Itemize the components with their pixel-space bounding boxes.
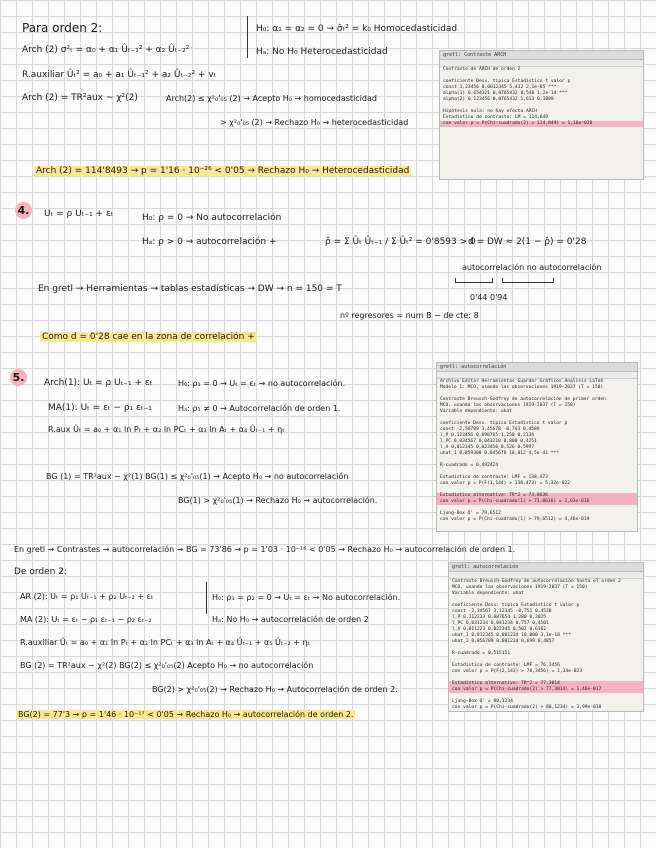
arch-regla-acepto: Arch(2) ≤ χ²₀'₀₅ (2) → Acepto H₀ → homocedasticidad [166,94,377,103]
s5-bg-rechazo: BG(1) > χ²₀'₀₅(1) → Rechazo H₀ → autocorrelación. [178,496,378,505]
s4-zona-label: autocorrelación no autocorrelación [462,263,602,272]
s5-raux2: R.auxiliar Ûₜ = a₀ + α₁ ln Pₜ + α₂ ln PCₜ + α₃ ln Aₜ + α₄ Ûₜ₋₁ + α₅ Ûₜ₋₂ + ηₜ [20,638,310,647]
output-line: const 1,23456 0,0012345 5,432 2,1e-05 *** [443,85,557,90]
s5-gretl-line: En gretl → Contrastes → autocorrelación → BG = 73'86 → p = 1'03 · 10⁻¹⁶ < 0'05 → Rechazo H₀ → autocorrelación de orden 1. [14,545,516,554]
s4-n-regresores: nº regresores = num B − de cte: 8 [340,311,479,320]
output-line: Variable dependiente: uhat [440,409,512,414]
s5-ma1: MA(1): Uₜ = εₜ − ρ₁ εₜ₋₁ [48,403,152,413]
s5-h0-1: H₀: ρ₁ = 0 → Uₜ = εₜ → no autocorrelación. [178,379,346,388]
output-line: Contraste Breusch-Godfrey de autocorrelación de primer orden [440,397,606,402]
output-line: Variable dependiente: uhat [452,591,524,596]
output-line: con valor p = P(F(1,144) > 138,473) = 5,32e-022 [440,481,570,486]
s5-raux: R.aux Ûₜ = a₀ + α₁ ln Pₜ + α₂ ln PCₜ + α₃ ln Aₜ + α₄ Ûₜ₋₁ + ηₜ [48,425,285,434]
output-line: l_PC 0,034567 0,043210 0,800 0,4251 [440,439,537,444]
s5-ha-1: Hₐ: ρ₁ ≠ 0 → Autocorrelación de orden 1. [178,404,341,413]
output-line: Hipótesis nula: no hay efecto ARCH [443,109,538,114]
output-line: Estadístico alternativo: TR^2 = 73,8636 [437,493,637,499]
section-number-4: 4. [15,202,32,219]
s4-conclusion: Como d = 0'28 cae en la zona de correlación + [42,332,255,342]
output-line: alpha(1) 0,654321 0,0765432 8,548 1,2e-14 *** [443,91,568,96]
output-line: l_A 0,012345 0,023456 0,526 0,5997 [440,445,535,450]
output-line: MCO, usando las observaciones 1919-2037 (T = 150) [440,403,576,408]
output-line: con valor p = P(Chi-cuadrado(1) > 73,8636) = 1,03e-016 [437,499,637,505]
section-title: Para orden 2: [22,21,103,35]
output-line: con valor p = P(Chi-cuadrado(2) > 77,3014) = 1,46e-017 [449,687,643,693]
s4-modelo: Uₜ = ρ Uₜ₋₁ + εₜ [44,209,114,219]
output-line: Estadístico de contraste: LM = 114,849 [443,115,549,120]
gretl-output [440,67,643,127]
output-line: uhat_2 0,056789 0,081234 0,699 0,4857 [452,639,555,644]
output-line: Archivo Editar Herramientas Guardar Gráficos Análisis LaTeX [440,379,604,384]
output-line: const -2,34567 3,12345 -0,751 0,4538 [452,609,552,614]
output-line: Ljung-Box Q' = 80,1234 [452,699,513,704]
s5-ha-2: Hₐ: No H₀ → autocorrelación de orden 2 [212,615,369,624]
output-line: con valor p = P(Chi-cuadrado(2) > 80,1234) = 3,99e-018 [452,705,602,710]
arch-regla-rechazo: > χ²₀'₀₅ (2) → Rechazo H₀ → heterocedasticidad [220,118,409,127]
output-line: const -2,56789 3,45678 -0,743 0,4589 [440,427,540,432]
s5-conclusion2: BG(2) = 77'3 → p = 1'46 · 10⁻¹⁷ < 0'05 → Rechazo H₀ → autocorrelación de orden 2. [18,710,354,719]
arch-estadistico: Arch (2) = TR²aux ~ χ²(2) [22,93,138,103]
s4-gretl-path: En gretl → Herramientas → tablas estadísticas → DW → n = 150 = T [38,284,342,294]
arch-conclusion: Arch (2) = 114'8493 → p = 1'16 · 10⁻²⁶ < 0'05 → Rechazo H₀ → Heterocedasticidad [36,166,410,176]
gretl-bg1-screenshot [436,362,638,532]
gretl-arch-screenshot [439,50,644,180]
window-toolbar [437,372,637,379]
output-line: MCO, usando las observaciones 1919-2037 (T = 150) [452,585,588,590]
output-line: alpha(2) 0,123456 0,0765432 1,613 0,1089 [443,97,554,102]
output-line: l_P 0,112233 0,087654 1,280 0,2025 [452,615,547,620]
s5-ar2: AR (2): Uₜ = ρ₁ Uₜ₋₁ + ρ₂ Uₜ₋₂ + εₜ [20,592,154,601]
zone-brace-2 [502,278,554,283]
s4-rho-hat: ρ̂ = Σ Ûₜ Ûₜ₋₁ / Σ Ûₜ² = 0'8593 > 0 [325,237,476,247]
output-line: Estadístico de contraste: LMF = 76,3456 [452,663,560,668]
window-toolbar [440,60,643,67]
output-line: con valor p = P(Chi-cuadrado(1) > 79,6512) = 4,46e-019 [440,517,590,522]
output-line: Estadístico alternativo: TR^2 = 77,3014 [449,681,643,687]
output-line: uhat_1 0,859300 0,045678 18,812 4,5e-41 *** [440,451,559,456]
output-line: uhat_1 0,812345 0,081234 10,000 3,1e-18 *** [452,633,571,638]
window-toolbar [449,572,643,579]
output-line: Modelo 1: MCO, usando las observaciones 1919-2037 (T = 150) [440,385,604,390]
window-titlebar: gretl: autocorrelación [437,363,637,372]
divider [247,16,248,58]
output-line: Ljung-Box Q' = 79,6512 [440,511,501,516]
s5-h0-2: H₀: ρ₁ = ρ₂ = 0 → Uₜ = εₜ → No autocorrelación. [212,593,401,602]
output-line: Estadístico de contraste: LMF = 138,473 [440,475,548,480]
window-titlebar: gretl: Contraste ARCH [440,51,643,60]
gretl-output [449,579,643,711]
output-line: R-cuadrado = 0,492424 [440,463,499,468]
output-line: coeficiente Desv. típica Estadístico t valor p [440,421,568,426]
output-line: con valor p = P(F(2,143) > 76,3456) = 1,34e-023 [452,669,582,674]
window-titlebar: gretl: autocorrelación [449,563,643,572]
arch-equation: Arch (2) σ²ₜ = α₀ + α₁ Ûₜ₋₁² + α₂ Ûₜ₋₂² [22,45,190,55]
s5-bg2: BG (2) = TR²aux ~ χ²(2) BG(2) ≤ χ²₀'₀₅(2) Acepto H₀ → no autocorrelación [20,661,314,670]
arch-h0: H₀: α₁ = α₂ = 0 → σ̂ₜ² = k₀ Homocedasticidad [256,24,458,34]
s5-bg: BG (1) = TR²aux ~ χ²(1) BG(1) ≤ χ²₀'₀₅(1) → Acepto H₀ → no autocorrelación [46,472,349,481]
output-line: Contraste de ARCH de orden 2 [443,67,521,72]
s4-h0: H₀: ρ = 0 → No autocorrelación [142,213,282,223]
s5-ma2: MA (2): Uₜ = εₜ − ρ₁ εₜ₋₁ − ρ₂ εₜ₋₂ [20,615,152,624]
output-line: l_PC 0,031234 0,041234 0,757 0,4501 [452,621,549,626]
output-line: con valor p = P(Chi-cuadrado(2) > 114,849) = 1,16e-026 [440,121,643,127]
arch-regresion-auxiliar: R.auxiliar Ûₜ² = a₀ + a₁ Ûₜ₋₁² + a₂ Ûₜ₋₂² + vₜ [22,70,217,80]
gretl-bg2-screenshot [448,562,644,712]
output-line: l_A 0,011223 0,022345 0,502 0,6162 [452,627,547,632]
s5-arch1: Arch(1): Uₜ = ρ Uₜ₋₁ + εₜ [44,378,153,388]
output-line: R-cuadrado = 0,515151 [452,651,511,656]
arch-ha: Hₐ: No H₀ Heterocedasticidad [256,47,388,57]
s5-bg2-rechazo: BG(2) > χ²₀'₀₅(2) → Rechazo H₀ → Autocorrelación de orden 2. [152,685,398,694]
s4-dw: d = DW ≈ 2(1 − ρ̂) = 0'28 [468,237,587,247]
output-line: Contraste Breusch-Godfrey de autocorrelación hasta el orden 2 [452,579,621,584]
output-line: coeficiente Desv. típica Estadístico t valor p [452,603,580,608]
output-line: coeficiente Desv. típica Estadístico t valor p [443,79,571,84]
output-line: l_P 0,123456 0,098765 1,250 0,2134 [440,433,535,438]
s5-orden2: De orden 2: [14,567,67,577]
s4-du-dl: 0'44 0'94 [470,293,508,302]
section-number-5: 5. [10,369,27,386]
zone-brace-1 [455,278,493,283]
divider [206,582,207,614]
gretl-output [437,379,637,523]
s4-ha: Hₐ: ρ > 0 → autocorrelación + [142,237,277,247]
